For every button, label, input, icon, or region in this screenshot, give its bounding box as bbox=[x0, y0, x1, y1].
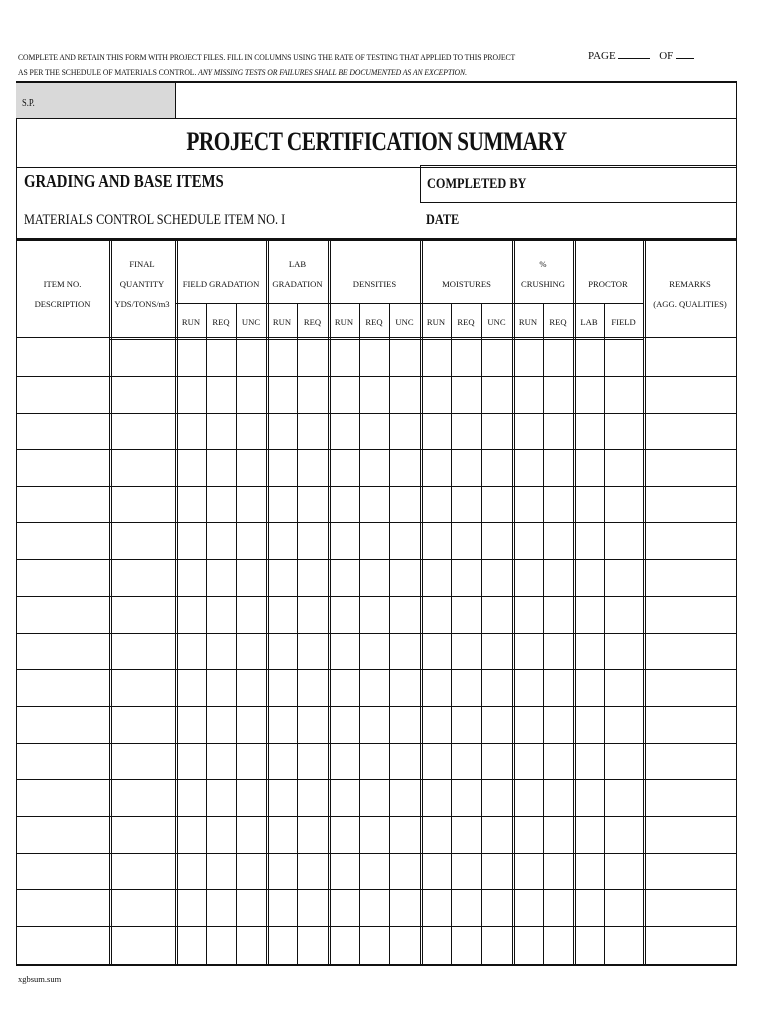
col-lab-gradation-line1: LAB bbox=[288, 259, 307, 269]
row-rule bbox=[16, 706, 737, 707]
sub-header-unc: UNC bbox=[241, 317, 261, 327]
row-rule bbox=[16, 559, 737, 560]
col-crushing-header bbox=[513, 259, 573, 289]
date-label: DATE bbox=[426, 212, 460, 228]
row-rule bbox=[16, 669, 737, 670]
row-rule bbox=[16, 596, 737, 597]
page-label: PAGE bbox=[588, 50, 616, 62]
instructions-line-2-italic: ANY MISSING TESTS OR FAILURES SHALL BE DOCUMENTED AS AN EXCEPTION. bbox=[198, 68, 467, 77]
sub-header-req: REQ bbox=[457, 317, 475, 327]
sub-header-field: FIELD bbox=[611, 317, 636, 327]
group-divider bbox=[422, 240, 423, 964]
page-total-field[interactable] bbox=[676, 49, 694, 59]
group-divider bbox=[573, 240, 574, 964]
group-divider bbox=[420, 240, 421, 964]
final-qty-inner-line bbox=[111, 337, 112, 964]
row-rule bbox=[16, 816, 737, 817]
row-rule bbox=[16, 779, 737, 780]
header-bottom-rule bbox=[109, 339, 643, 340]
group-divider bbox=[514, 240, 515, 964]
col-remarks-line1: REMARKS bbox=[669, 279, 711, 289]
col-remarks-line2: (AGG. QUALITIES) bbox=[653, 299, 727, 309]
sub-header-unc: UNC bbox=[395, 317, 414, 327]
group-divider bbox=[109, 240, 110, 964]
group-divider bbox=[175, 240, 176, 964]
group-divider bbox=[328, 240, 329, 964]
group-divider bbox=[512, 240, 513, 964]
col-final-qty-line3: YDS/TONS/m3 bbox=[114, 299, 170, 309]
page-title: PROJECT CERTIFICATION SUMMARY bbox=[186, 127, 567, 156]
sub-header-req: REQ bbox=[212, 317, 230, 327]
sp-label: S.P. bbox=[22, 98, 35, 109]
col-final-qty-line2: QUANTITY bbox=[119, 279, 165, 289]
col-item-header bbox=[16, 279, 109, 309]
group-divider bbox=[266, 240, 267, 964]
col-lab-gradation-line2: GRADATION bbox=[272, 279, 323, 289]
group-divider bbox=[645, 240, 646, 964]
sub-header-rule bbox=[175, 303, 643, 304]
footer-filename: xgbsum.sum bbox=[18, 974, 62, 984]
row-rule bbox=[16, 486, 737, 487]
row-rule bbox=[16, 853, 737, 854]
sub-header-run: RUN bbox=[518, 317, 538, 327]
section-title: GRADING AND BASE ITEMS bbox=[24, 171, 224, 191]
col-crushing-line2: CRUSHING bbox=[521, 279, 565, 289]
sp-input[interactable] bbox=[176, 83, 736, 119]
col-lab-gradation-header bbox=[267, 259, 328, 289]
col-proctor-header: PROCTOR bbox=[588, 279, 628, 289]
instructions-line-2-plain: AS PER THE SCHEDULE OF MATERIALS CONTROL. bbox=[18, 68, 197, 77]
header-bottom-rule bbox=[16, 337, 737, 338]
schedule-label: MATERIALS CONTROL SCHEDULE ITEM NO. I bbox=[24, 212, 286, 228]
group-divider bbox=[643, 240, 644, 964]
completed-by-label: COMPLETED BY bbox=[427, 176, 527, 192]
group-divider bbox=[177, 240, 178, 964]
row-rule bbox=[16, 743, 737, 744]
col-final-qty-header bbox=[109, 259, 175, 309]
col-crushing-line1: % bbox=[539, 259, 547, 269]
page-number-field[interactable] bbox=[618, 49, 650, 59]
col-final-qty-line1: FINAL bbox=[129, 259, 155, 269]
group-divider bbox=[575, 240, 576, 964]
sub-header-req: REQ bbox=[549, 317, 567, 327]
page-counter bbox=[588, 49, 694, 62]
title-block bbox=[16, 118, 737, 168]
group-divider bbox=[268, 240, 269, 964]
col-item-line1: ITEM NO. bbox=[43, 279, 82, 289]
row-rule bbox=[16, 633, 737, 634]
sp-label-cell bbox=[16, 83, 176, 119]
sub-header-req: REQ bbox=[303, 317, 322, 327]
row-rule bbox=[16, 926, 737, 927]
of-label: OF bbox=[659, 50, 674, 62]
col-field-gradation-header: FIELD GRADATION bbox=[182, 279, 260, 289]
date-cell[interactable] bbox=[420, 203, 737, 239]
col-remarks-header bbox=[644, 279, 736, 309]
test-table bbox=[16, 240, 737, 966]
sub-header-run: RUN bbox=[272, 317, 292, 327]
row-rule bbox=[16, 413, 737, 414]
col-moistures-header: MOISTURES bbox=[442, 279, 491, 289]
row-rule bbox=[16, 889, 737, 890]
group-divider bbox=[330, 240, 331, 964]
sub-header-run: RUN bbox=[334, 317, 354, 327]
sub-header-run: RUN bbox=[181, 317, 201, 327]
sub-header-lab: LAB bbox=[580, 317, 598, 327]
instructions-line-2 bbox=[18, 68, 467, 77]
row-rule bbox=[16, 449, 737, 450]
row-rule bbox=[16, 376, 737, 377]
row-rule bbox=[16, 522, 737, 523]
sub-header-run: RUN bbox=[426, 317, 446, 327]
instructions-line-1: COMPLETE AND RETAIN THIS FORM WITH PROJECT FILES. FILL IN COLUMNS USING THE RATE OF TESTING THAT APPLIED TO THIS PROJECT bbox=[18, 53, 516, 62]
col-densities-header: DENSITIES bbox=[352, 279, 397, 289]
sub-header-unc: UNC bbox=[487, 317, 506, 327]
sub-header-req: REQ bbox=[365, 317, 383, 327]
completed-by-cell[interactable] bbox=[420, 165, 737, 203]
col-item-line2: DESCRIPTION bbox=[34, 299, 91, 309]
